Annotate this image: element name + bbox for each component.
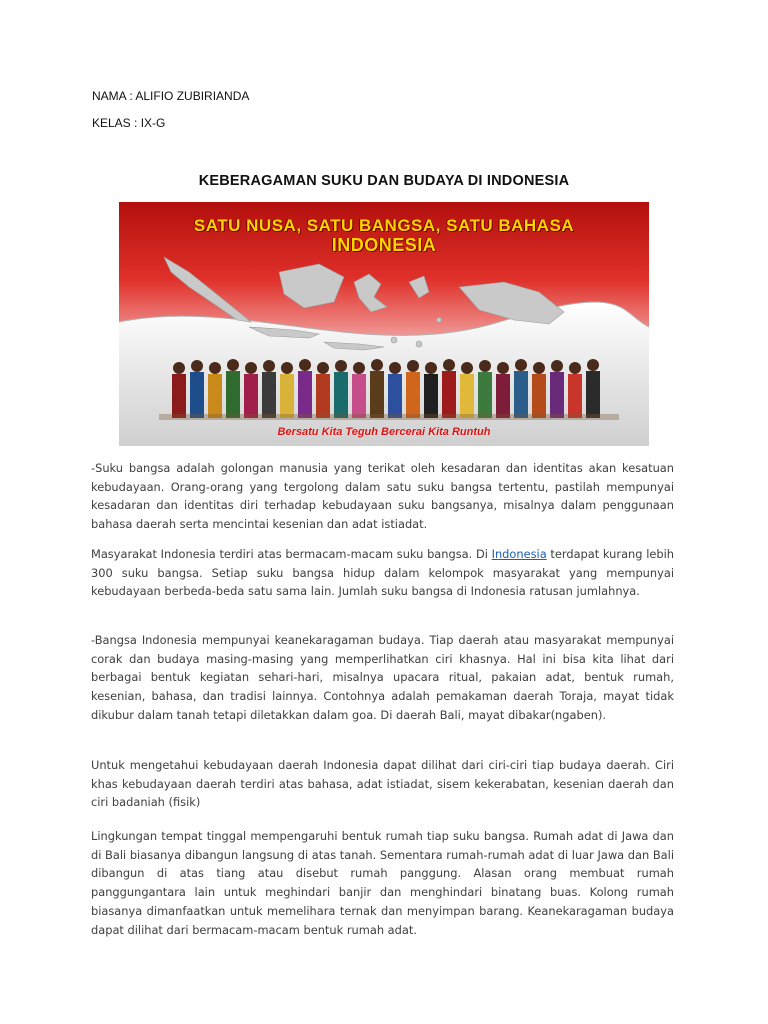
paragraph-2-end: terdapat kurang lebih 300 suku bangsa. Setiap suku bangsa hidup dalam kelompok masyarakat yang mempunyai kebudayaan berbeda-beda satu sama lain. Jumlah suku bangsa di Indonesia ratusan jumlahnya. — [91, 547, 674, 599]
paragraph-3-text: -Bangsa Indonesia mempunyai keanekaragaman budaya. Tiap daerah atau masyarakat mempunyai corak dan budaya masing-masing yang memperlihatkan ciri khasnya. Hal ini bisa kita lihat dari berbagai bentuk kegiatan sehari-hari, misalnya upacara ritual, pakaian adat, bentuk rumah, kesenian, bahasa, dan tradisi lainnya. Contohnya adalah pemakaman daerah Toraja, mayat tidak dikubur dalam tanah tetapi diletakkan dalam goa. Di daerah Bali, mayat dibakar(ngaben). — [91, 633, 674, 722]
paragraph-1-text: -Suku bangsa adalah golongan manusia yang terikat oleh kesadaran dan identitas akan kesatuan kebudayaan. Orang-orang yang tergolong dalam satu suku bangsa tertentu, pastilah mempunyai kesadaran dan identitas diri terhadap kebudayaan suku bangsanya, misalnya dalam penggunaan bahasa daerah serta mencintai kesenian dan adat istiadat. — [91, 461, 674, 532]
paragraph-5-text: Lingkungan tempat tinggal mempengaruhi bentuk rumah tiap suku bangsa. Rumah adat di Jawa dan di Bali biasanya dibangun langsung di atas tanah. Sementara rumah-rumah adat di luar Jawa dan Bali dibangun di atas tiang atau disebut rumah panggung. Alasan orang membuat rumah panggungantara lain untuk meghindari banjir dan menghindari binatang buas. Kolong rumah biasanya dimanfaatkan untuk memelihara ternak dan menyimpan barang. Keanekaragaman budaya dapat dilihat dari bermacam-macam bentuk rumah adat. — [91, 829, 674, 937]
paragraph-1 — [91, 459, 674, 534]
banner-image — [119, 202, 649, 446]
banner-subheading: INDONESIA — [331, 235, 437, 255]
banner-motto: Bersatu Kita Teguh Bercerai Kita Runtuh — [277, 426, 491, 438]
student-class: KELAS : IX-G — [92, 116, 166, 130]
paragraph-4-text: Untuk mengetahui kebudayaan daerah Indonesia dapat dilihat dari ciri-ciri tiap budaya daerah. Ciri khas kebudayaan daerah terdiri atas bahasa, adat istiadat, sisem kekerabatan, kesenian daerah dan ciri badaniah (fisik) — [91, 758, 674, 810]
paragraph-2 — [91, 545, 674, 601]
student-name: NAMA : ALIFIO ZUBIRIANDA — [92, 89, 250, 103]
paragraph-4 — [91, 756, 674, 812]
indonesia-link[interactable]: Indonesia — [491, 547, 547, 561]
banner-heading: SATU NUSA, SATU BANGSA, SATU BAHASA — [193, 216, 575, 235]
paragraph-5 — [91, 827, 674, 939]
document-title: KEBERAGAMAN SUKU DAN BUDAYA DI INDONESIA — [198, 173, 570, 189]
paragraph-2-start: Masyarakat Indonesia terdiri atas bermacam-macam suku bangsa. Di — [91, 547, 492, 561]
paragraph-3 — [91, 631, 674, 725]
